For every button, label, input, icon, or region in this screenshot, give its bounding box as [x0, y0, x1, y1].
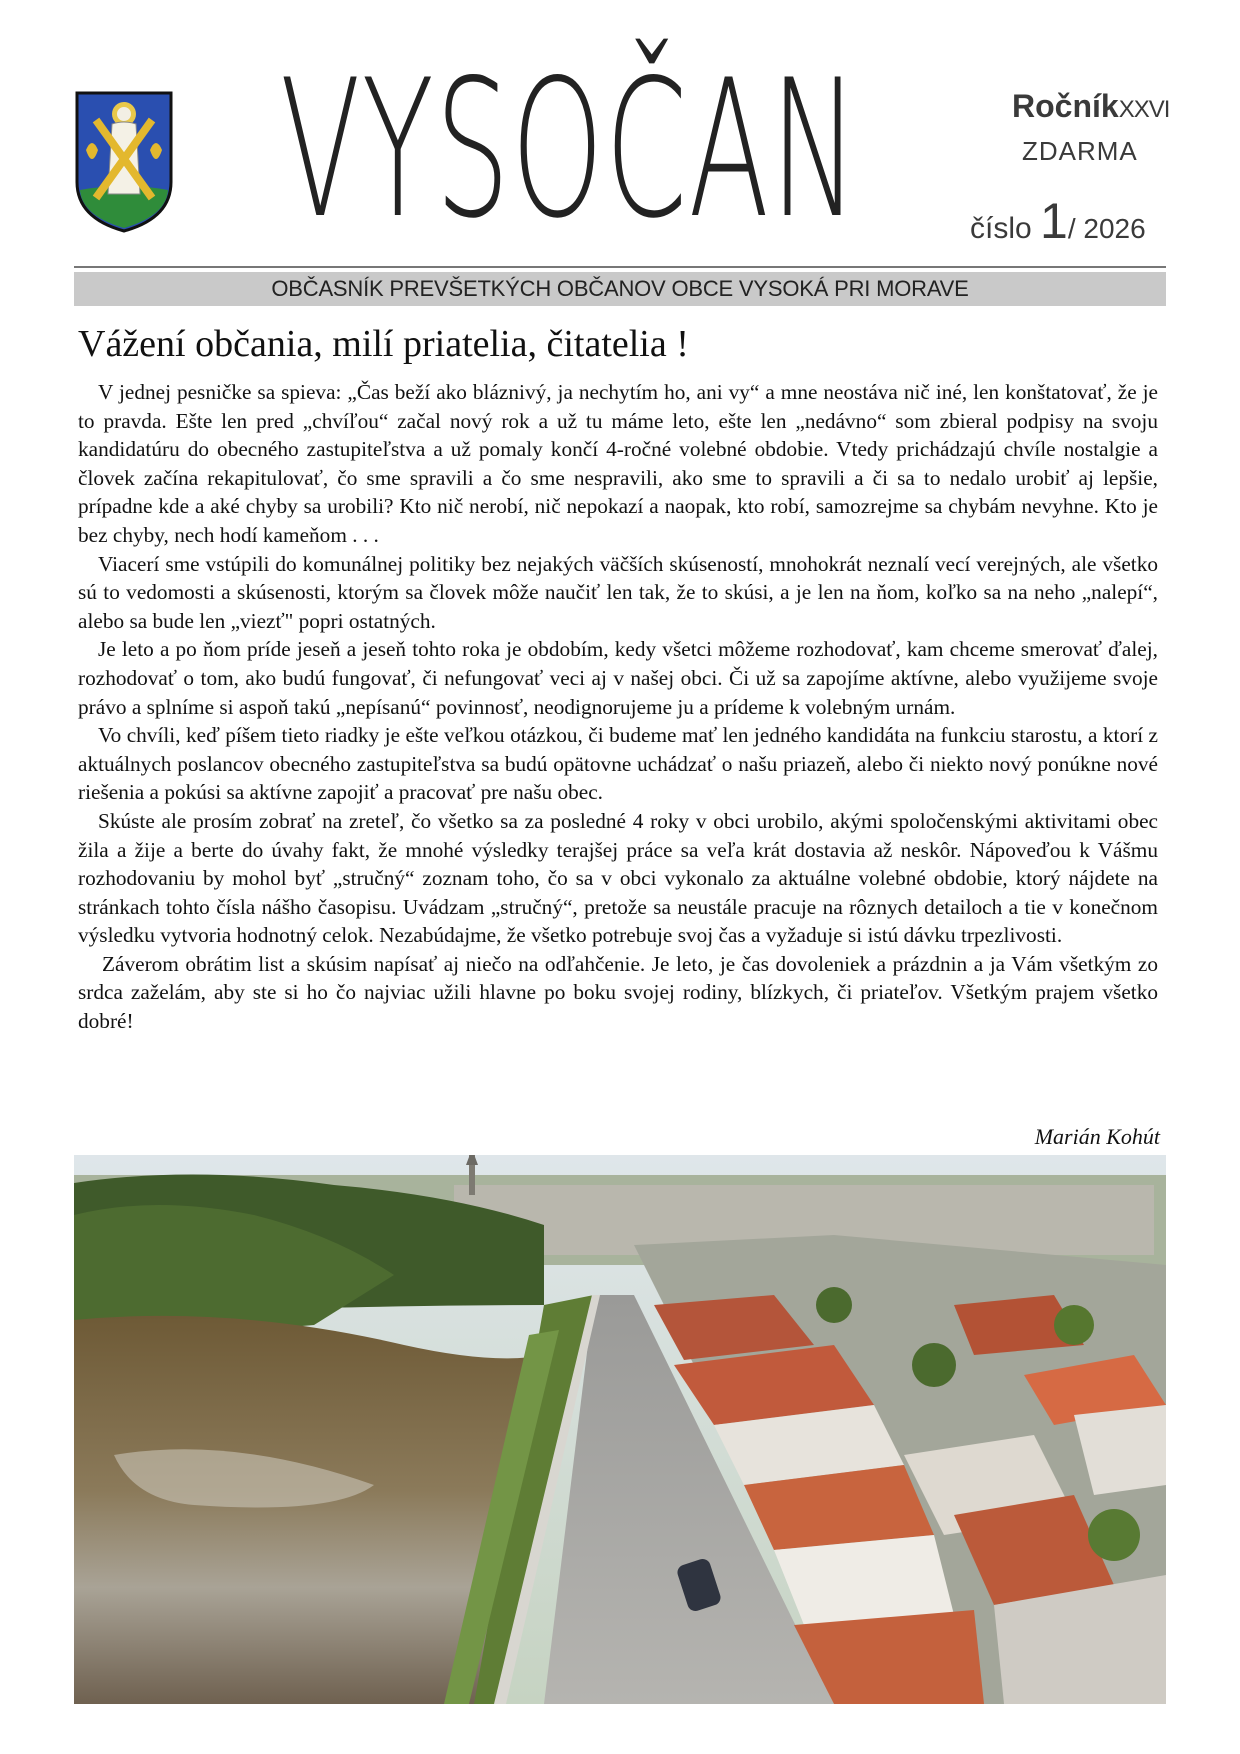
- aerial-village-photo: [74, 1155, 1166, 1704]
- coat-of-arms-logo: [74, 90, 174, 234]
- issue-number: 1: [1040, 193, 1068, 249]
- volume-label: Ročník: [1012, 88, 1119, 124]
- price-label: ZDARMA: [1022, 136, 1138, 166]
- article-paragraph: Záverom obrátim list a skúsim napísať aj niečo na odľahčenie. Je leto, je čas dovoleniek a prázdnin a ja Vám všetkým zo srdca zaželám, aby ste si ho čo najviac užili hlavne po boku svojej rodiny, blízkych, či priateľov. Všetkým prajem všetko dobré!: [78, 951, 1158, 1034]
- newsletter-title: VYSOČAN: [280, 39, 860, 260]
- article-paragraph: Viacerí sme vstúpili do komunálnej politiky bez nejakých väčších skúseností, mnohokrát neznalí vecí verejných, ale všetko sú to vedomosti a skúsenosti, ktorým sa človek môže naučiť len tak, že to skúsi, a je len na ňom, koľko sa na neho „nalepí“, alebo sa bude len „viezť" popri ostatných.: [78, 551, 1158, 633]
- article-headline: Vážení občania, milí priatelia, čitatelia !: [78, 323, 689, 365]
- issue-year: / 2026: [1067, 213, 1146, 244]
- volume-number: XXVI: [1118, 96, 1170, 123]
- volume-line: [1012, 88, 1169, 125]
- article-paragraph: Skúste ale prosím zobrať na zreteľ, čo všetko sa za posledné 4 roky v obci urobilo, akými spoločenskými aktivitami obec žila a žije a berte do úvahy fakt, že mnohé výsledky terajšej práce sa veľa krát dostavia až neskôr. Nápoveďou k Vášmu rozhodovaniu by mohol byť „stručný“ zoznam toho, čo sa v obci vykonalo za aktuálne volebné obdobie, ktorý nájdete na stránkach tohto čísla nášho časopisu. Uvádzam „stručný“, pretože sa neustále pracuje na rôznych detailoch a tie v konečnom výsledku vytvoria hodnotný celok. Nezabúdajme, že všetko potrebuje svoj čas a vyžaduje si istú dávku trpezlivosti.: [78, 808, 1158, 948]
- issue-label: číslo: [970, 212, 1032, 245]
- issue-info: [960, 88, 1170, 248]
- article-paragraph: Je leto a po ňom príde jeseň a jeseň tohto roka je obdobím, kedy všetci môžeme rozhodovať, kam chceme smerovať ďalej, rozhodovať o tom, ako budú fungovať, či nefungovať veci aj v našej obci. Či už sa zapojíme aktívne, alebo využijeme svoje právo a splníme si aspoň takú „nepísanú“ povinnosť, neodignorujeme ju a prídeme k volebným urnám.: [78, 637, 1158, 719]
- masthead-divider: [74, 266, 1166, 268]
- article-paragraph: Vo chvíli, keď píšem tieto riadky je ešte veľkou otázkou, či budeme mať len jedného kandidáta na funkciu starostu, a ktorí z aktuálnych poslancov obecného zastupiteľstva sa budú opätovne uchádzať o našu priazeň, alebo či niekto nový ponúkne nové riešenia a pokúsi sa aktívne zapojiť a pracovať pre našu obec.: [78, 723, 1158, 805]
- issue-line: [970, 192, 1146, 250]
- subtitle-band: OBČASNÍK PREVŠETKÝCH OBČANOV OBCE VYSOKÁ PRI MORAVE: [74, 272, 1166, 306]
- article-paragraph: V jednej pesničke sa spieva: „Čas beží ako bláznivý, ja nechytím ho, ani vy“ a mne neostáva nič iné, len konštatovať, že je to pravda. Ešte len pred „chvíľou“ začal nový rok a už tu máme leto, ešte len „nedávno“ som zbieral podpisy na svoju kandidatúru do obecného zastupiteľstva a už pomaly končí 4-ročné volebné obdobie. Vtedy prichádzajú chvíle nostalgie a človek začína rekapitulovať, čo sme spravili a čo sme nespravili, ako sme to spravili a či sa to nedalo urobiť aj lepšie, prípadne kde a aké chyby sa urobili? Kto nič nerobí, nič nepokazí a naopak, kto robí, samozrejme sa chybám nevyhne. Kto je bez chyby, nech hodí kameňom . . .: [78, 380, 1158, 547]
- author-signature: Marián Kohút: [1034, 1124, 1160, 1149]
- article-body: [78, 378, 1158, 1036]
